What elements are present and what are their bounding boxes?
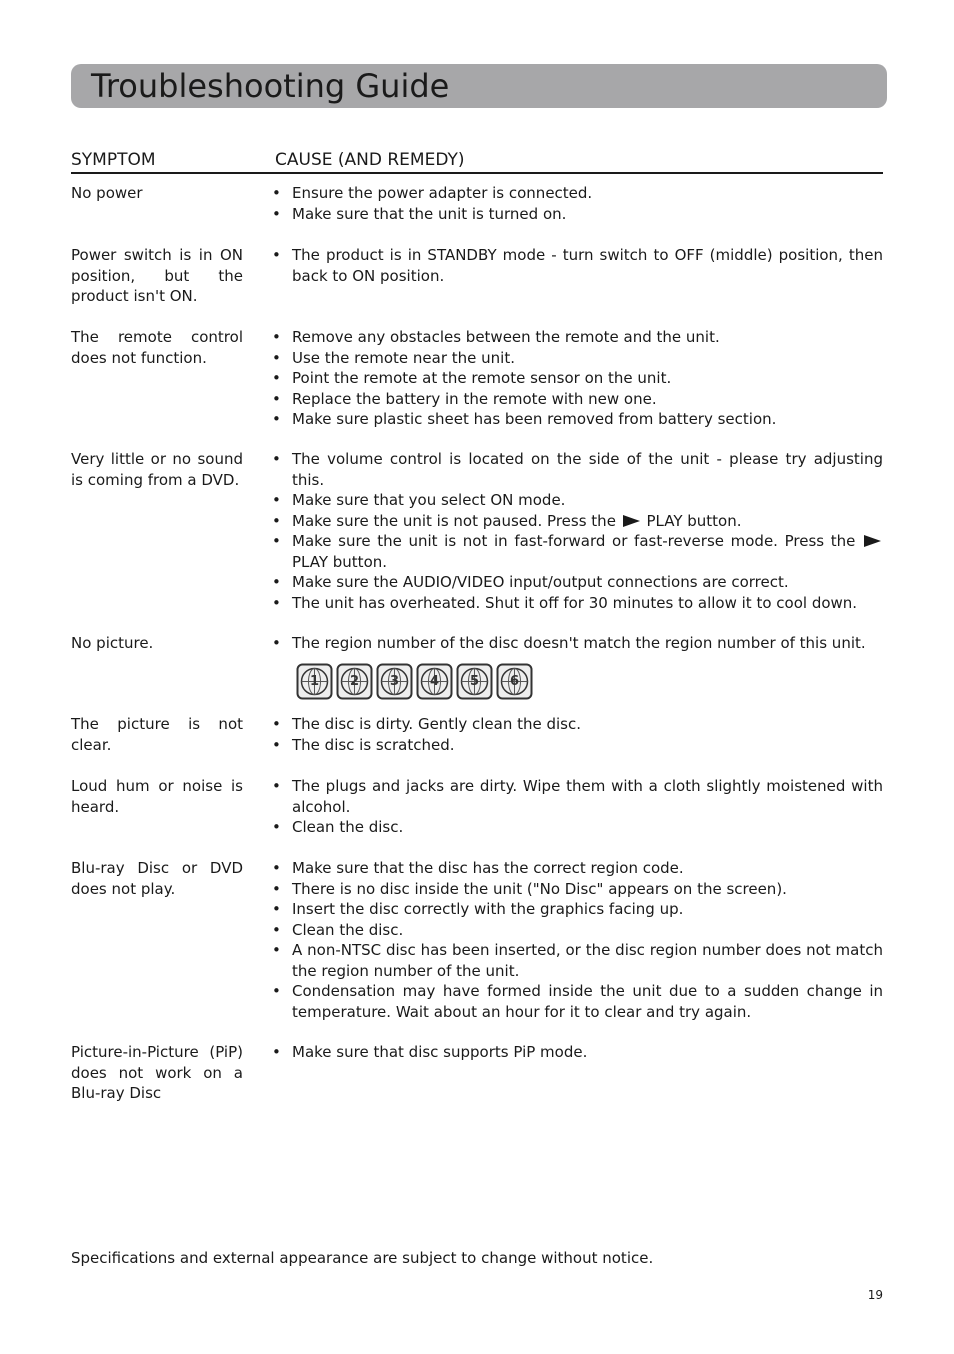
cause-item: • The disc is dirty. Gently clean the disc.: [272, 715, 582, 733]
page-title: Troubleshooting Guide: [91, 67, 450, 105]
cause-list: [272, 449, 883, 613]
troubleshooting-table: [71, 183, 883, 1112]
cause-list: [272, 714, 883, 755]
symptom-cell: Loud hum or noise is heard.: [71, 777, 243, 816]
table-row: [71, 245, 883, 327]
cause-item: • The plugs and jacks are dirty. Wipe them with a cloth slightly moistened with alcohol.: [272, 777, 883, 816]
region-5-icon: 5: [456, 663, 493, 700]
region-1-icon: 1: [296, 663, 333, 700]
cause-item: • Make sure the unit is not in fast-forward or fast-reverse mode. Press the PLAY button.: [272, 531, 883, 572]
cause-item: • Make sure that you select ON mode.: [272, 491, 566, 509]
table-row: [71, 776, 883, 858]
cause-list: [272, 1042, 883, 1063]
table-row: [71, 183, 883, 245]
cause-item: • The volume control is located on the side of the unit - please try adjusting this.: [272, 450, 883, 489]
cause-list: [272, 633, 883, 654]
cause-item: • Clean the disc.: [272, 920, 404, 939]
symptom-cell: No picture.: [71, 634, 154, 652]
table-row: [71, 449, 883, 633]
region-4-icon: 4: [416, 663, 453, 700]
symptom-cell: No power: [71, 184, 143, 202]
cause-item: • Condensation may have formed inside the unit due to a sudden change in temperature. Wait about an hour for it to clear and try again.: [272, 982, 883, 1021]
cause-item: • The disc is scratched.: [272, 735, 455, 754]
cause-item: • Insert the disc correctly with the graphics facing up.: [272, 900, 684, 918]
cause-item: • Make sure the AUDIO/VIDEO input/output connections are correct.: [272, 573, 789, 591]
play-icon: [623, 515, 640, 527]
cause-item: • Replace the battery in the remote with new one.: [272, 389, 657, 408]
cause-item: • The product is in STANDBY mode - turn switch to OFF (middle) position, then back to ON position.: [272, 246, 883, 285]
region-2-icon: 2: [336, 663, 373, 700]
page-number: 19: [867, 1288, 883, 1302]
region-code-icons: [296, 663, 533, 703]
cause-list: [272, 858, 883, 1022]
cause-item: • Make sure the unit is not paused. Press the PLAY button.: [272, 511, 742, 530]
cause-item: • Make sure that the disc has the correct region code.: [272, 859, 684, 877]
play-icon: [864, 535, 881, 547]
symptom-column-header: SYMPTOM: [71, 150, 156, 170]
table-header: [71, 148, 883, 174]
cause-column-header: CAUSE (AND REMEDY): [275, 150, 465, 170]
symptom-cell: Very little or no sound is coming from a DVD.: [71, 450, 243, 489]
symptom-cell: The remote control does not function.: [71, 328, 243, 367]
cause-item: • Make sure plastic sheet has been removed from battery section.: [272, 410, 777, 428]
symptom-cell: Blu-ray Disc or DVD does not play.: [71, 859, 243, 898]
table-row: [71, 858, 883, 1042]
region-6-icon: 6: [496, 663, 533, 700]
cause-item: • Use the remote near the unit.: [272, 348, 515, 367]
cause-item: • Clean the disc.: [272, 818, 404, 836]
symptom-cell: The picture is not clear.: [71, 715, 243, 754]
cause-item: • A non-NTSC disc has been inserted, or the disc region number does not match the region number of the unit.: [272, 941, 883, 980]
symptom-cell: Power switch is in ON position, but the product isn't ON.: [71, 246, 243, 305]
title-bar: [71, 64, 887, 108]
table-row: [71, 714, 883, 776]
footer-note: Specifications and external appearance are subject to change without notice.: [71, 1249, 654, 1267]
cause-list: [272, 776, 883, 838]
cause-list: [272, 183, 883, 224]
cause-item: • Ensure the power adapter is connected.: [272, 184, 593, 202]
cause-item: • Remove any obstacles between the remote and the unit.: [272, 328, 720, 346]
cause-item: • Make sure that disc supports PiP mode.: [272, 1043, 588, 1061]
cause-item: • Make sure that the unit is turned on.: [272, 204, 567, 223]
region-3-icon: 3: [376, 663, 413, 700]
symptom-cell: Picture-in-Picture (PiP) does not work on a Blu-ray Disc: [71, 1043, 243, 1102]
cause-item: • There is no disc inside the unit ("No Disc" appears on the screen).: [272, 879, 787, 898]
cause-item: • Point the remote at the remote sensor on the unit.: [272, 369, 672, 387]
cause-list: [272, 245, 883, 286]
cause-item: • The region number of the disc doesn't match the region number of this unit.: [272, 634, 866, 652]
table-row: [71, 1042, 883, 1112]
cause-item: • The unit has overheated. Shut it off for 30 minutes to allow it to cool down.: [272, 593, 858, 612]
table-row: [71, 327, 883, 449]
cause-list: [272, 327, 883, 430]
